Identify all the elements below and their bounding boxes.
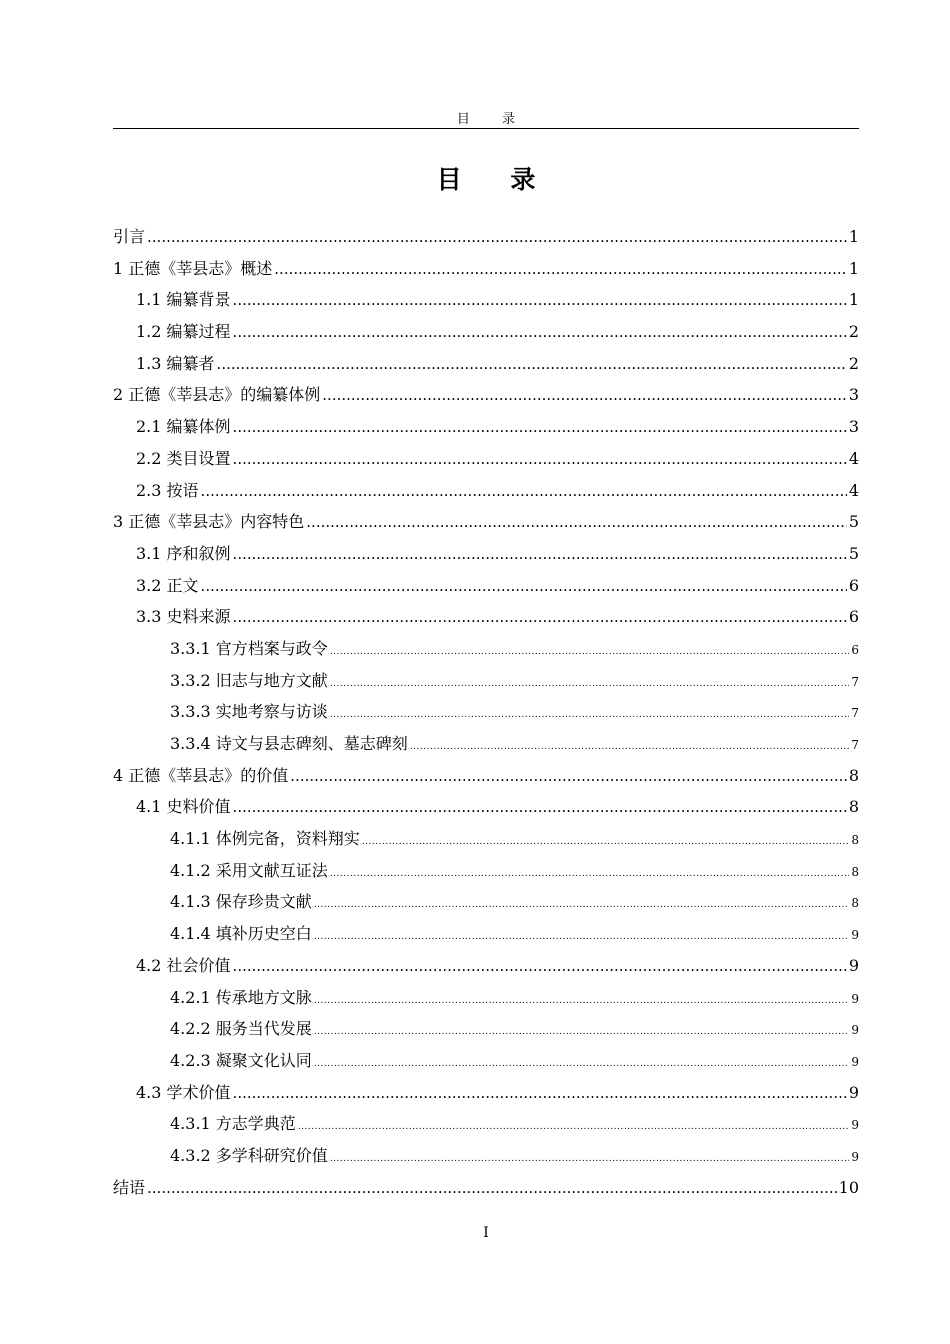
toc-entry-label: 3.3.4 诗文与县志碑刻、墓志碑刻 [170,734,408,753]
toc-entry-page: 7 [851,706,859,721]
dot-leader [314,922,850,954]
toc-entry-page: 6 [848,575,859,595]
table-of-contents [113,221,859,1203]
toc-entry-label: 2.2 类目设置 [136,448,231,468]
toc-entry-label: 1.1 编纂背景 [136,290,231,310]
toc-entry-label: 4.1.1 体例完备，资料翔实 [170,829,360,849]
dot-leader [233,285,847,317]
toc-entry-label: 3.1 序和叙例 [136,543,231,563]
toc-entry-label: 2 正德《莘县志》的编纂体例 [113,385,321,405]
dot-leader [330,669,850,701]
toc-entry-label: 3.2 正文 [136,575,199,595]
toc-entry[interactable] [113,443,859,475]
toc-entry-label: 4.1.3 保存珍贵文献 [170,892,312,912]
toc-entry-label: 1.3 编纂者 [136,353,215,373]
toc-entry[interactable] [113,1013,859,1045]
toc-entry[interactable] [113,1108,859,1140]
dot-leader [233,951,847,983]
dot-leader [298,1112,850,1144]
dot-leader [314,986,850,1018]
toc-entry[interactable] [113,918,859,950]
toc-entry[interactable] [113,823,859,855]
toc-entry-page: 2 [848,353,859,373]
toc-entry-label: 1 正德《莘县志》概述 [113,258,273,278]
dot-leader [290,761,847,793]
toc-entry-page: 9 [851,991,859,1006]
toc-entry-page: 9 [851,1054,859,1069]
dot-leader [233,444,847,476]
dot-leader [201,571,847,603]
toc-entry[interactable] [113,601,859,633]
toc-entry-label: 4.1.4 填补历史空白 [170,924,312,944]
toc-entry[interactable] [113,791,859,823]
toc-entry-label: 1.2 编纂过程 [136,322,231,342]
toc-entry[interactable] [113,1045,859,1077]
toc-entry-label: 引言 [113,227,146,246]
toc-entry-page: 6 [848,607,859,627]
toc-entry-label: 4.2 社会价值 [136,955,231,975]
toc-entry[interactable] [113,348,859,380]
page-number: I [483,1225,489,1241]
dot-leader [147,1173,837,1205]
toc-entry[interactable] [113,411,859,443]
toc-entry-label: 3.3.3 实地考察与访谈 [170,702,328,722]
dot-leader [330,1144,850,1176]
toc-entry[interactable] [113,1077,859,1109]
toc-entry-page: 1 [848,227,859,246]
toc-entry-label: 4.3 学术价值 [136,1082,231,1102]
toc-entry-label: 2.1 编纂体例 [136,417,231,437]
dot-leader [233,539,847,571]
toc-entry[interactable] [113,379,859,411]
dot-leader [233,792,847,824]
dot-leader [233,412,847,444]
toc-entry-page: 2 [848,322,859,342]
dot-leader [362,827,850,859]
dot-leader [201,476,847,508]
toc-entry-page: 4 [848,480,859,500]
dot-leader [330,859,850,891]
toc-entry-label: 3.3.2 旧志与地方文献 [170,670,328,690]
dot-leader [217,349,847,381]
dot-leader [314,1017,850,1049]
toc-entry-page: 7 [851,738,859,752]
toc-entry[interactable] [113,982,859,1014]
toc-entry-label: 4.2.2 服务当代发展 [170,1019,312,1039]
toc-entry[interactable] [113,1172,859,1204]
toc-entry[interactable] [113,886,859,918]
dot-leader [314,890,850,922]
toc-entry[interactable] [113,950,859,982]
toc-entry-page: 9 [851,1023,859,1038]
toc-entry[interactable] [113,633,859,665]
toc-entry-label: 4.1.2 采用文献互证法 [170,860,328,880]
toc-entry-label: 结语 [113,1177,146,1197]
toc-entry-page: 1 [848,290,859,310]
running-header: 目 录 [456,112,530,127]
toc-entry-label: 4.3.2 多学科研究价值 [170,1145,328,1165]
toc-entry[interactable] [113,760,859,792]
toc-entry[interactable] [113,665,859,697]
page-title: 目 录 [436,165,556,194]
dot-leader [306,507,847,539]
toc-entry-page: 6 [851,642,859,657]
toc-entry[interactable] [113,538,859,570]
dot-leader [322,380,847,412]
toc-entry-page: 9 [848,1082,859,1102]
toc-entry-label: 2.3 按语 [136,480,199,500]
dot-leader [147,222,847,254]
toc-entry-page: 9 [851,928,859,943]
toc-entry[interactable] [113,855,859,887]
dot-leader [233,602,847,634]
toc-entry-page: 9 [851,1118,859,1133]
toc-entry[interactable] [113,506,859,538]
toc-entry[interactable] [113,1140,859,1172]
toc-entry-label: 4 正德《莘县志》的价值 [113,765,289,785]
header-rule [113,128,859,129]
toc-entry-page: 8 [851,864,859,879]
toc-entry-page: 9 [851,1149,859,1164]
toc-entry-label: 3.3 史料来源 [136,607,231,627]
toc-entry-page: 1 [848,258,859,278]
toc-entry[interactable] [113,475,859,507]
toc-entry-page: 3 [848,385,859,405]
toc-entry-page: 3 [848,417,859,437]
toc-entry-label: 3 正德《莘县志》内容特色 [113,512,305,532]
toc-entry-page: 8 [851,896,859,911]
toc-entry-page: 7 [851,674,859,689]
toc-entry-label: 4.2.1 传承地方文脉 [170,987,312,1007]
toc-entry-page: 10 [838,1177,859,1197]
toc-entry[interactable] [113,253,859,285]
dot-leader [330,637,850,669]
toc-entry-page: 8 [851,833,859,848]
toc-entry-page: 9 [848,955,859,975]
toc-entry[interactable] [113,284,859,316]
dot-leader [233,1078,847,1110]
toc-entry-page: 5 [848,512,859,532]
toc-entry[interactable] [113,570,859,602]
dot-leader [274,254,847,286]
dot-leader [410,732,850,764]
toc-entry-page: 4 [848,448,859,468]
toc-entry-page: 5 [848,543,859,563]
toc-entry-page: 8 [848,797,859,817]
dot-leader [314,1049,850,1081]
toc-entry-label: 4.1 史料价值 [136,797,231,817]
toc-entry-label: 4.3.1 方志学典范 [170,1114,296,1134]
toc-entry[interactable] [113,221,859,253]
dot-leader [233,317,847,349]
toc-entry[interactable] [113,728,859,760]
toc-entry[interactable] [113,696,859,728]
toc-entry-label: 3.3.1 官方档案与政令 [170,638,328,658]
toc-entry-page: 8 [848,765,859,785]
toc-entry[interactable] [113,316,859,348]
toc-entry-label: 4.2.3 凝聚文化认同 [170,1050,312,1070]
